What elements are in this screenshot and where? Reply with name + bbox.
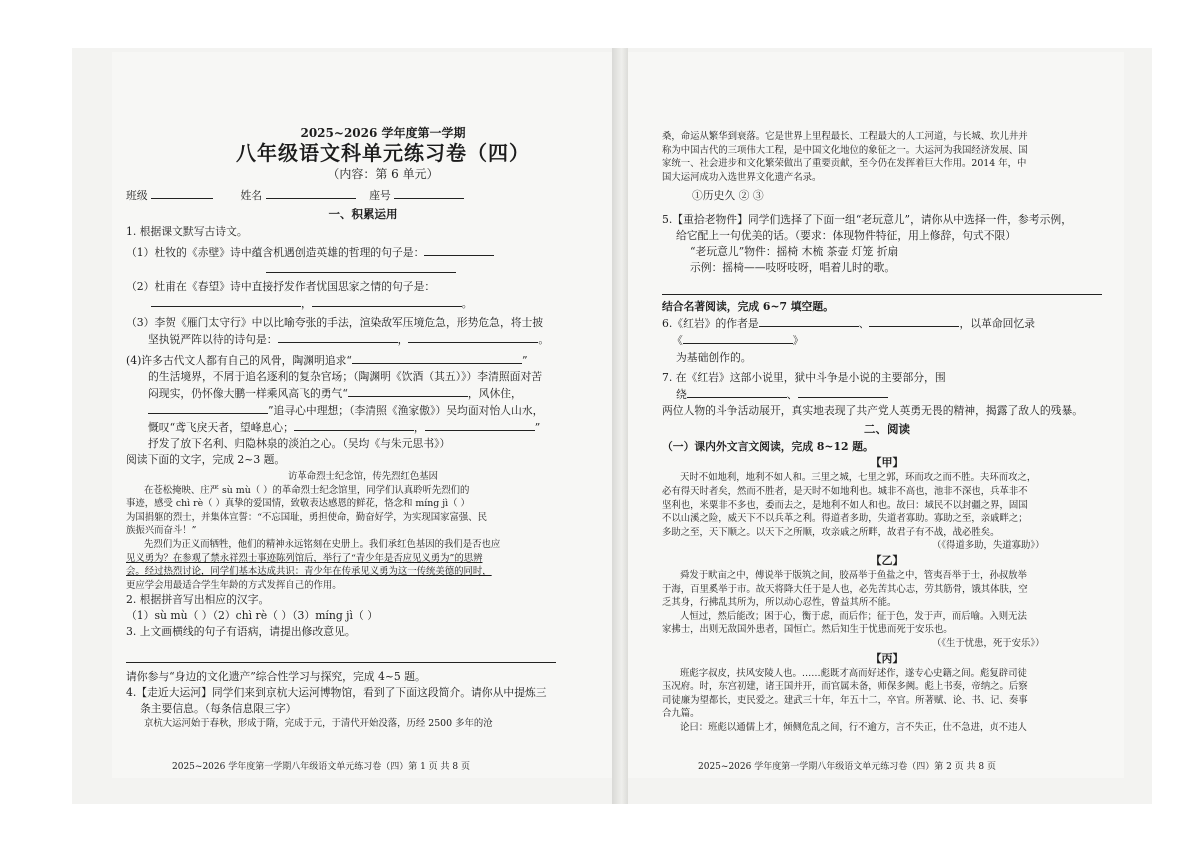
question-2: 2. 根据拼音写出相应的汉字。 xyxy=(126,593,270,607)
text-bing: 班彪字叔皮，扶风安陵人也。……彪既才高而好述作，遂专心史籍之间。彪复辟司徒 玉况府。时，东宫初建，诸王国并开，而官属未备，师保多阙。彪上书奏，帝纳之。后察 司徒廉为望都长，吏民爱之。建武三十年，年五十二，卒官。所著赋、论、书、记、奏事 合九篇。 论曰：班彪以通儒上才，倾侧危乱之间，行不逾方，言不失正，仕不急进，贞不违人 xyxy=(662,667,1028,733)
page-gutter xyxy=(612,48,628,804)
question-5: 5.【重拾老物件】同学们选择了下面一组“老玩意儿”，请你从中选择一件，参考示例， xyxy=(662,213,1073,227)
section-1-heading: 一、积累运用 xyxy=(328,207,398,221)
question-6: 6.《红岩》的作者是 、 ，以革命回忆录 xyxy=(662,317,1036,331)
class-label: 班级 xyxy=(126,189,148,202)
text-yi: 舜发于畎亩之中，傅说举于版筑之间，胶鬲举于鱼盐之中，管夷吾举于士，孙叔敖举 于海，百里奚举于市。故天将降大任于是人也，必先苦其心志，劳其筋骨，饿其体肤，空 乏其身，行拂乱其所为，所以动心忍性，曾益其所不能。 人恒过，然后能改；困于心，衡于虑，而后作；征于色，发于声，而后喻。入则无法 家拂士，出则无敌国外患者，国恒亡。然后知生于忧患而死于安乐也。 xyxy=(662,569,1028,636)
exam-page-1: 2025~2026 学年度第一学期 八年级语文科单元练习卷（四） （内容：第 6 单元） 班级 姓名 座号 一、积累运用 1. 根据课文默写古诗文。 （1）杜牧的《赤壁》诗中蕴含机遇创造英雄的哲理的句子是： （2）杜甫在《春望》诗中直接抒发作者忧国思家之情的句子是： ， 。 （3）李贺《雁门太守行》中以比喻夸张的手法，渲染敌军压境危急，形势危急，将士披 坚执锐严阵以待的诗句是： ， 。 (4)许多古代文人都有自己的风骨，陶渊明追求“ ” 的生活境界，不屑于追名逐利的复杂官场；（陶渊明《饮酒（其五）》）李清照面对苦 闷现实，仍怀像大鹏一样乘风高飞的勇气“ ，风休住， ”追寻心中理想；（李清照《渔家傲》）吴均面对怡人山水， 慨叹“鸢飞戾天者，望峰息心； ， ” 抒发了放下名利、归隐林泉的淡泊之心。（吴均《与朱元思书》） 阅读下面的文字，完成 2~3 题。 访革命烈士纪念馆，传先烈红色基因 在苍松掩映、庄严 sù mù（ ）的革命烈士纪念馆里，同学们认真聆听先烈们的 事迹，感受 chì rè（ ）真挚的爱国情，致敬表达感恩的鲜花，恪念和 míng jì（ ） 为国捐躯的烈士，并集体宣誓：“不忘国耻，勇担使命，勤奋好学，为实现国家富强、民 族振兴而奋斗！” 先烈们为正义而牺牲，他们的精神永远铭刻在史册上。我们承红色基因的我们是否也应 见义勇为？在参观了禁永祥烈士事迹陈列馆后，举行了“青少年是否应见义勇为”的思辨 会。经过热烈讨论，同学们基本达成共识：青少年在传承见义勇为这一传统美德的同时， 更应学会用最适合学生年龄的方式发挥自己的作用。 2. 根据拼音写出相应的汉字。 （1）sù mù（ ）（2）chì rè（ ）（3）míng jì（ ） 3. 上文画横线的句子有语病，请提出修改意见。 请你参与“身边的文化遗产”综合性学习与探究，完成 4~5 题。 4.【走近大运河】同学们来到京杭大运河博物馆，看到了下面这段简介。请你从中提炼三 条主要信息。（每条信息限三字） 京杭大运河始于春秋，形成于隋，完成于元，于清代开始没落，历经 2500 多年的沧 2025~2026 学年度第一学期八年级语文单元练习卷（四）第 1 页 共 8 页 xyxy=(112,52,612,778)
text-yi-source: （《生于忧患，死于安乐》） xyxy=(932,637,1045,649)
name-label: 姓名 xyxy=(240,189,263,202)
page-1-footer: 2025~2026 学年度第一学期八年级语文单元练习卷（四）第 1 页 共 8 页 xyxy=(172,762,470,772)
exam-scope: （内容：第 6 单元） xyxy=(327,167,439,181)
grand-canal-intro-continued: 桑，命运从繁华到衰落。它是世界上里程最长、工程最大的人工河道，与长城、坎儿井并 称为中国古代的三项伟大工程，是中国文化地位的象征之一。大运河为我国经济发展、国 家统一、社会进步和文化繁荣做出了重要贡献，至今仍在发挥着巨大作用。2014 年，中 国大运河成功入选世界文化遗产名录。 xyxy=(662,131,1028,183)
student-info-row xyxy=(126,187,600,204)
passage-body: 在苍松掩映、庄严 sù mù（ ）的革命烈士纪念馆里，同学们认真聆听先烈们的 事迹，感受 chì rè（ ）真挚的爱国情，致敬表达感恩的鲜花，恪念和 míng jì（ ） 为国捐躯的烈士，并集体宣誓：“不忘国耻，勇担使命，勤奋好学，为实现国家富强、民 族振兴而奋斗！” 先烈们为正义而牺牲，他们的精神永远铭刻在史册上。我们承红色基因的我们是否也应 见义勇为？在参观了禁永祥烈士事迹陈列馆后，举行了“青少年是否应见义勇为”的思辨 会。经过热烈讨论，同学们基本达成共识：青少年在传承见义勇为这一传统美德的同时， 更应学会用最适合学生年龄的方式发挥自己的作用。 xyxy=(126,484,501,591)
question-3: 3. 上文画横线的句子有语病，请提出修改意见。 xyxy=(126,625,356,639)
text-yi-label: 【乙】 xyxy=(870,553,904,567)
reading-part-1-intro: （一）课内外文言文阅读，完成 8~12 题。 xyxy=(662,440,874,454)
question-7: 7. 在《红岩》这部小说里，狱中斗争是小说的主要部分，围 xyxy=(662,371,946,385)
question-2-items: （1）sù mù（ ）（2）chì rè（ ）（3）míng jì（ ） xyxy=(126,609,379,623)
text-jia: 天时不如地利，地利不如人和。三里之城，七里之郭，环而攻之而不胜。夫环而攻之， 必有得天时者矣，然而不胜者，是天时不如地利也。城非不高也，池非不深也，兵革非不 坚利也，米粟非不多也，委而去之，是地利不如人和也。故曰：域民不以封疆之界，固国 不以山溪之险，威天下不以兵革之利。得道者多助，失道者寡助。寡助之至，亲戚畔之； 多助之至，天下顺之。以天下之所顺，攻亲戚之所畔，故君子有不战，战必胜矣。 xyxy=(662,472,1037,538)
seat-label: 座号 xyxy=(369,189,391,202)
question-4: 4.【走近大运河】同学们来到京杭大运河博物馆，看到了下面这段简介。请你从中提炼三 xyxy=(126,686,547,700)
question-1-3: （3）李贺《雁门太守行》中以比喻夸张的手法，渲染敌军压境危急，形势危急，将士披 xyxy=(126,316,544,329)
passage-title: 访革命烈士纪念馆，传先烈红色基因 xyxy=(287,471,438,482)
reading-intro-2-3: 阅读下面的文字，完成 2~3 题。 xyxy=(126,453,286,466)
text-bing-label: 【丙】 xyxy=(870,651,904,665)
canal-info-blanks: ①历史久 ② ③ xyxy=(692,189,764,203)
question-1: 1. 根据课文默写古诗文。 xyxy=(126,225,248,238)
text-jia-source: （《得道多助，失道寡助》） xyxy=(932,540,1045,552)
question-1-1: （1）杜牧的《赤壁》诗中蕴含机遇创造英雄的哲理的句子是： xyxy=(126,244,600,261)
exam-title: 八年级语文科单元练习卷（四） xyxy=(236,141,530,165)
text-jia-label: 【甲】 xyxy=(870,456,904,470)
question-4-5-intro: 请你参与“身边的文化遗产”综合性学习与探究，完成 4~5 题。 xyxy=(126,670,426,684)
school-year: 2025~2026 学年度第一学期 xyxy=(300,126,466,140)
question-1-2: （2）杜甫在《春望》诗中直接抒发作者忧国思家之情的句子是： xyxy=(126,280,436,293)
question-1-4: (4)许多古代文人都有自己的风骨，陶渊明追求“ ” xyxy=(126,354,528,367)
page-2-footer: 2025~2026 学年度第一学期八年级语文单元练习卷（四）第 2 页 共 8 页 xyxy=(698,762,996,772)
exam-page-2: 桑，命运从繁华到衰落。它是世界上里程最长、工程最大的人工河道，与长城、坎儿井并 称为中国古代的三项伟大工程，是中国文化地位的象征之一。大运河为我国经济发展、国 家统一、社会进步和文化繁荣做出了重要贡献，至今仍在发挥着巨大作用。2014 年，中 国大运河成功入选世界文化遗产名录。 ①历史久 ② ③ 5.【重拾老物件】同学们选择了下面一组“老玩意儿”，请你从中选择一件，参考示例， 给它配上一句优美的话。（要求：体现物件特征，用上修辞，句式不限） “老玩意儿”物件：摇椅 木梳 茶壶 灯笼 折扇 示例：摇椅——吱呀吱呀，唱着儿时的歌。 结合名著阅读，完成 6~7 填空题。 6.《红岩》的作者是 、 ，以革命回忆录 《 》 为基础创作的。 7. 在《红岩》这部小说里，狱中斗争是小说的主要部分，围 绕 、 两位人物的斗争活动展开，真实地表现了共产党人英勇无畏的精神，揭露了敌人的残暴。 二、阅读 （一）课内外文言文阅读，完成 8~12 题。 【甲】 天时不如地利，地利不如人和。三里之城，七里之郭，环而攻之而不胜。夫环而攻之， 必有得天时者矣，然而不胜者，是天时不如地利也。城非不高也，池非不深也，兵革非不 坚利也，米粟非不多也，委而去之，是地利不如人和也。故曰：域民不以封疆之界，固国 不以山溪之险，威天下不以兵革之利。得道者多助，失道者寡助。寡助之至，亲戚畔之； 多助之至，天下顺之。以天下之所顺，攻亲戚之所畔，故君子有不战，战必胜矣。 （《得道多助，失道寡助》） 【乙】 舜发于畎亩之中，傅说举于版筑之间，胶鬲举于鱼盐之中，管夷吾举于士，孙叔敖举 于海，百里奚举于市。故天将降大任于是人也，必先苦其心志，劳其筋骨，饿其体肤，空 乏其身，行拂乱其所为，所以动心忍性，曾益其所不能。 人恒过，然后能改；困于心，衡于虑，而后作；征于色，发于声，而后喻。入则无法 家拂士，出则无敌国外患者，国恒亡。然后知生于忧患而死于安乐也。 （《生于忧患，死于安乐》） 【丙】 班彪字叔皮，扶风安陵人也。……彪既才高而好述作，遂专心史籍之间。彪复辟司徒 玉况府。时，东宫初建，诸王国并开，而官属未备，师保多阙。彪上书奏，帝纳之。后察 司徒廉为望都长，吏民爱之。建武三十年，年五十二，卒官。所著赋、论、书、记、奏事 合九篇。 论曰：班彪以通儒上才，倾侧危乱之间，行不逾方，言不失正，仕不急进，贞不违人 2025~2026 学年度第一学期八年级语文单元练习卷（四）第 2 页 共 8 页 xyxy=(628,52,1124,778)
section-2-heading: 二、阅读 xyxy=(864,422,910,437)
novel-reading-intro: 结合名著阅读，完成 6~7 填空题。 xyxy=(662,300,834,314)
